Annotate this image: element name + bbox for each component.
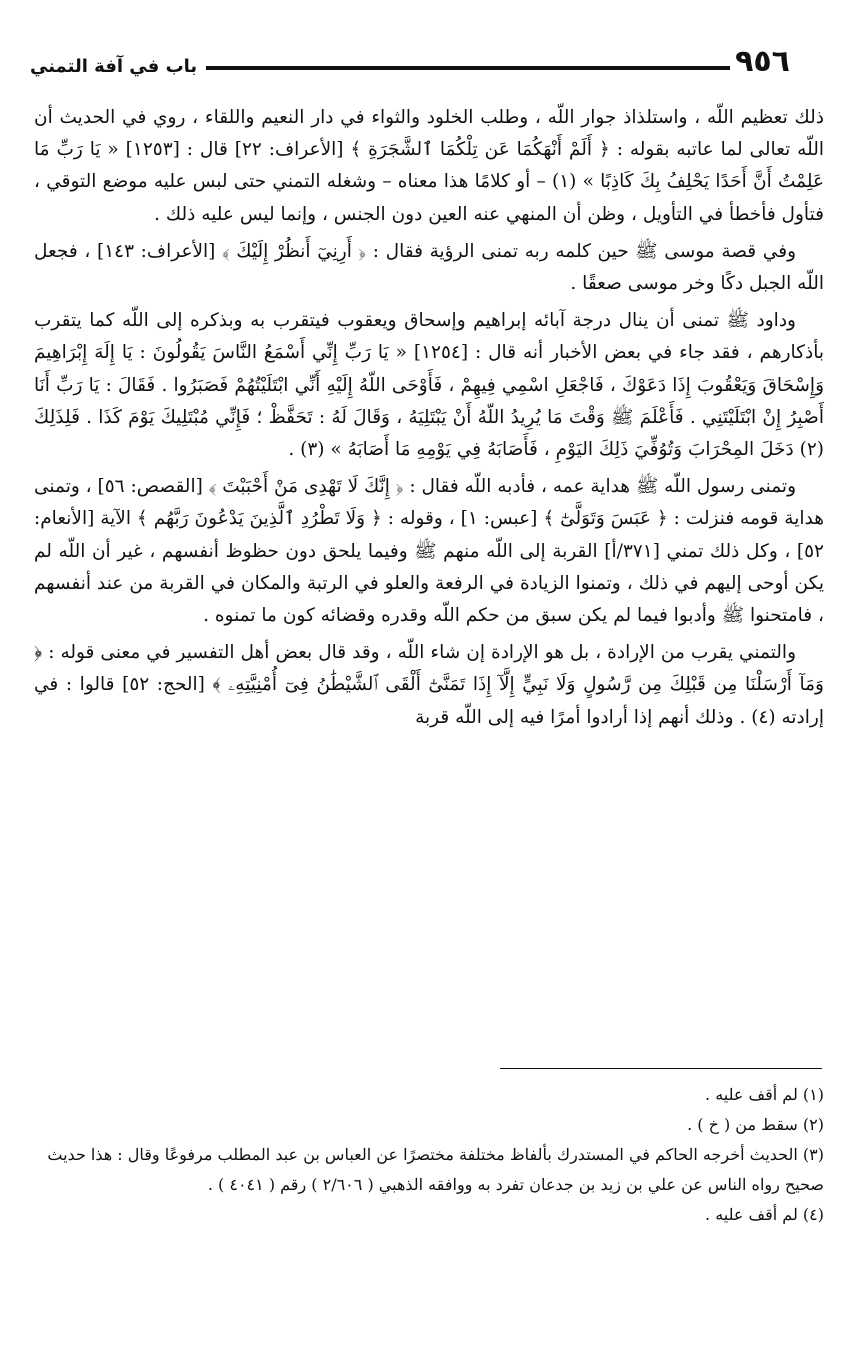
page-header [30,44,790,88]
footnote-2: (٢) سقط من ( خ ) . [687,1115,824,1134]
footnote-divider [500,1068,822,1069]
footnotes [34,1080,824,1230]
paragraph-5: والتمني يقرب من الإرادة ، بل هو الإرادة إن شاء اللّه ، وقد قال بعض أهل التفسير في معنى قوله : ﴿ وَمَآ أَرْسَلْنَا مِن قَبْلِكَ مِن رَّسُولٍ وَلَا نَبِيٍّ إِلَّآ إِذَا تَمَنَّىٰٓ أَلْقَى ٱلشَّيْطَٰنُ فِىٓ أُمْنِيَّتِهِۦ ﴾ [الحج: ٥٢] قالوا : في إرادته (٤) . وذلك أنهم إذا أرادوا أمرًا فيه إلى اللّه قربة [34,642,824,728]
footnote-1: (١) لم أقف عليه . [705,1085,824,1104]
chapter-title: باب في آفة التمني [30,56,198,77]
paragraph-4: وتمنى رسول اللّه ﷺ هداية عمه ، فأدبه اللّه فقال : ﴿ إِنَّكَ لَا تَهْدِى مَنْ أَحْبَبْتَ ﴾ [القصص: ٥٦] ، وتمنى هداية قومه فنزلت : ﴿ عَبَسَ وَتَوَلَّىٰٓ ﴾ [عبس: ١] ، وقوله : ﴿ وَلَا تَطْرُدِ ٱلَّذِينَ يَدْعُونَ رَبَّهُم ﴾ الآية [الأنعام: ٥٢] ، وكل ذلك تمني [٣٧١/أ] القربة إلى اللّه منهم ﷺ وفيما يلحق دون حظوظ أنفسهم ، غير أن اللّه لم يكن أوحى إليهم في ذلك ، وتمنوا الزيادة في الرفعة والعلو في الرتبة والمكان في القربة من عند أنفسهم ، فامتحنوا ﷺ وأدبوا فيما لم يكن سبق من حكم اللّه وقدره وقضائه كون ما تمنوه . [34,476,824,627]
footnote-3: (٣) الحديث أخرجه الحاكم في المستدرك بألفاظ مختلفة مختصرًا عن العباس بن عبد المطلب مرفوعًا وقال : هذا حديث صحيح رواه الناس عن علي بن زيد بن جدعان تفرد به ووافقه الذهبي ( ٢/٦٠٦ ) رقم ( ٤٠٤١ ) . [47,1145,824,1194]
paragraph-1: ذلك تعظيم اللّه ، واستلذاذ جوار اللّه ، وطلب الخلود والثواء في دار النعيم واللقاء ، روي في الحديث أن اللّه تعالى لما عاتبه بقوله : ﴿ أَلَمْ أَنْهَكُمَا عَن تِلْكُمَا ٱلشَّجَرَةِ ﴾ [الأعراف: ٢٢] قال : [١٢٥٣] « يَا رَبِّ مَا عَلِمْتُ أَنَّ أَحَدًا يَحْلِفُ بِكَ كَاذِبًا » (١) – أو كلامًا هذا معناه – وشغله التمني حتى لبس عليه موضع التوقي ، فتأول فأخطأ في التأويل ، وظن أن المنهي عنه العين دون الجنس ، وإنما ليس عليه ذلك . [34,107,825,225]
paragraph-3: وداود ﷺ تمنى أن ينال درجة آبائه إبراهيم وإسحاق ويعقوب فيتقرب به وبذكره إلى اللّه كما يتقرب بأذكارهم ، فقد جاء في بعض الأخبار أنه قال : [١٢٥٤] « يَا رَبِّ إِنِّي أَسْمَعُ النَّاسَ يَقُولُونَ : يَا إِلَهَ إِبْرَاهِيمَ وَإِسْحَاقَ وَيَعْقُوبَ إِذَا دَعَوْكَ ، فَاجْعَلِ اسْمِي فِيهِمْ ، فَأَوْحَى اللّهُ إِلَيْهِ أَنِّي ابْتَلَيْتُهُمْ فَصَبَرُوا . فَقَالَ : يَا رَبِّ أَنَا أَصْبِرُ إِنْ ابْتَلَيْتَنِي . فَأَعْلَمَ ﷺ وَقْتَ مَا يُرِيدُ اللّهُ أَنْ يَبْتَلِيَهُ ، وَقَالَ لَهُ : تَحَفَّظْ ؛ فَإِنِّي مُبْتَلِيكَ يَوْمَ كَذَا . فَلِذَلِكَ (٢) دَخَلَ المِحْرَابَ وَتُوُفِّيَ ذَلِكَ اليَوْمِ ، فَأَصَابَهُ فِي يَوْمِهِ مَا أَصَابَهُ » (٣) . [34,310,824,461]
main-text [34,102,824,739]
paragraph-2: وفي قصة موسى ﷺ حين كلمه ربه تمنى الرؤية فقال : ﴿ أَرِنِيٓ أَنظُرْ إِلَيْكَ ﴾ [الأعراف: ١٤٣] ، فجعل اللّه الجبل دكًا وخر موسى صعقًا . [34,240,824,295]
page-number: ٩٥٦ [735,44,790,79]
footnote-4: (٤) لم أقف عليه . [705,1205,824,1224]
header-double-rule [206,66,730,70]
